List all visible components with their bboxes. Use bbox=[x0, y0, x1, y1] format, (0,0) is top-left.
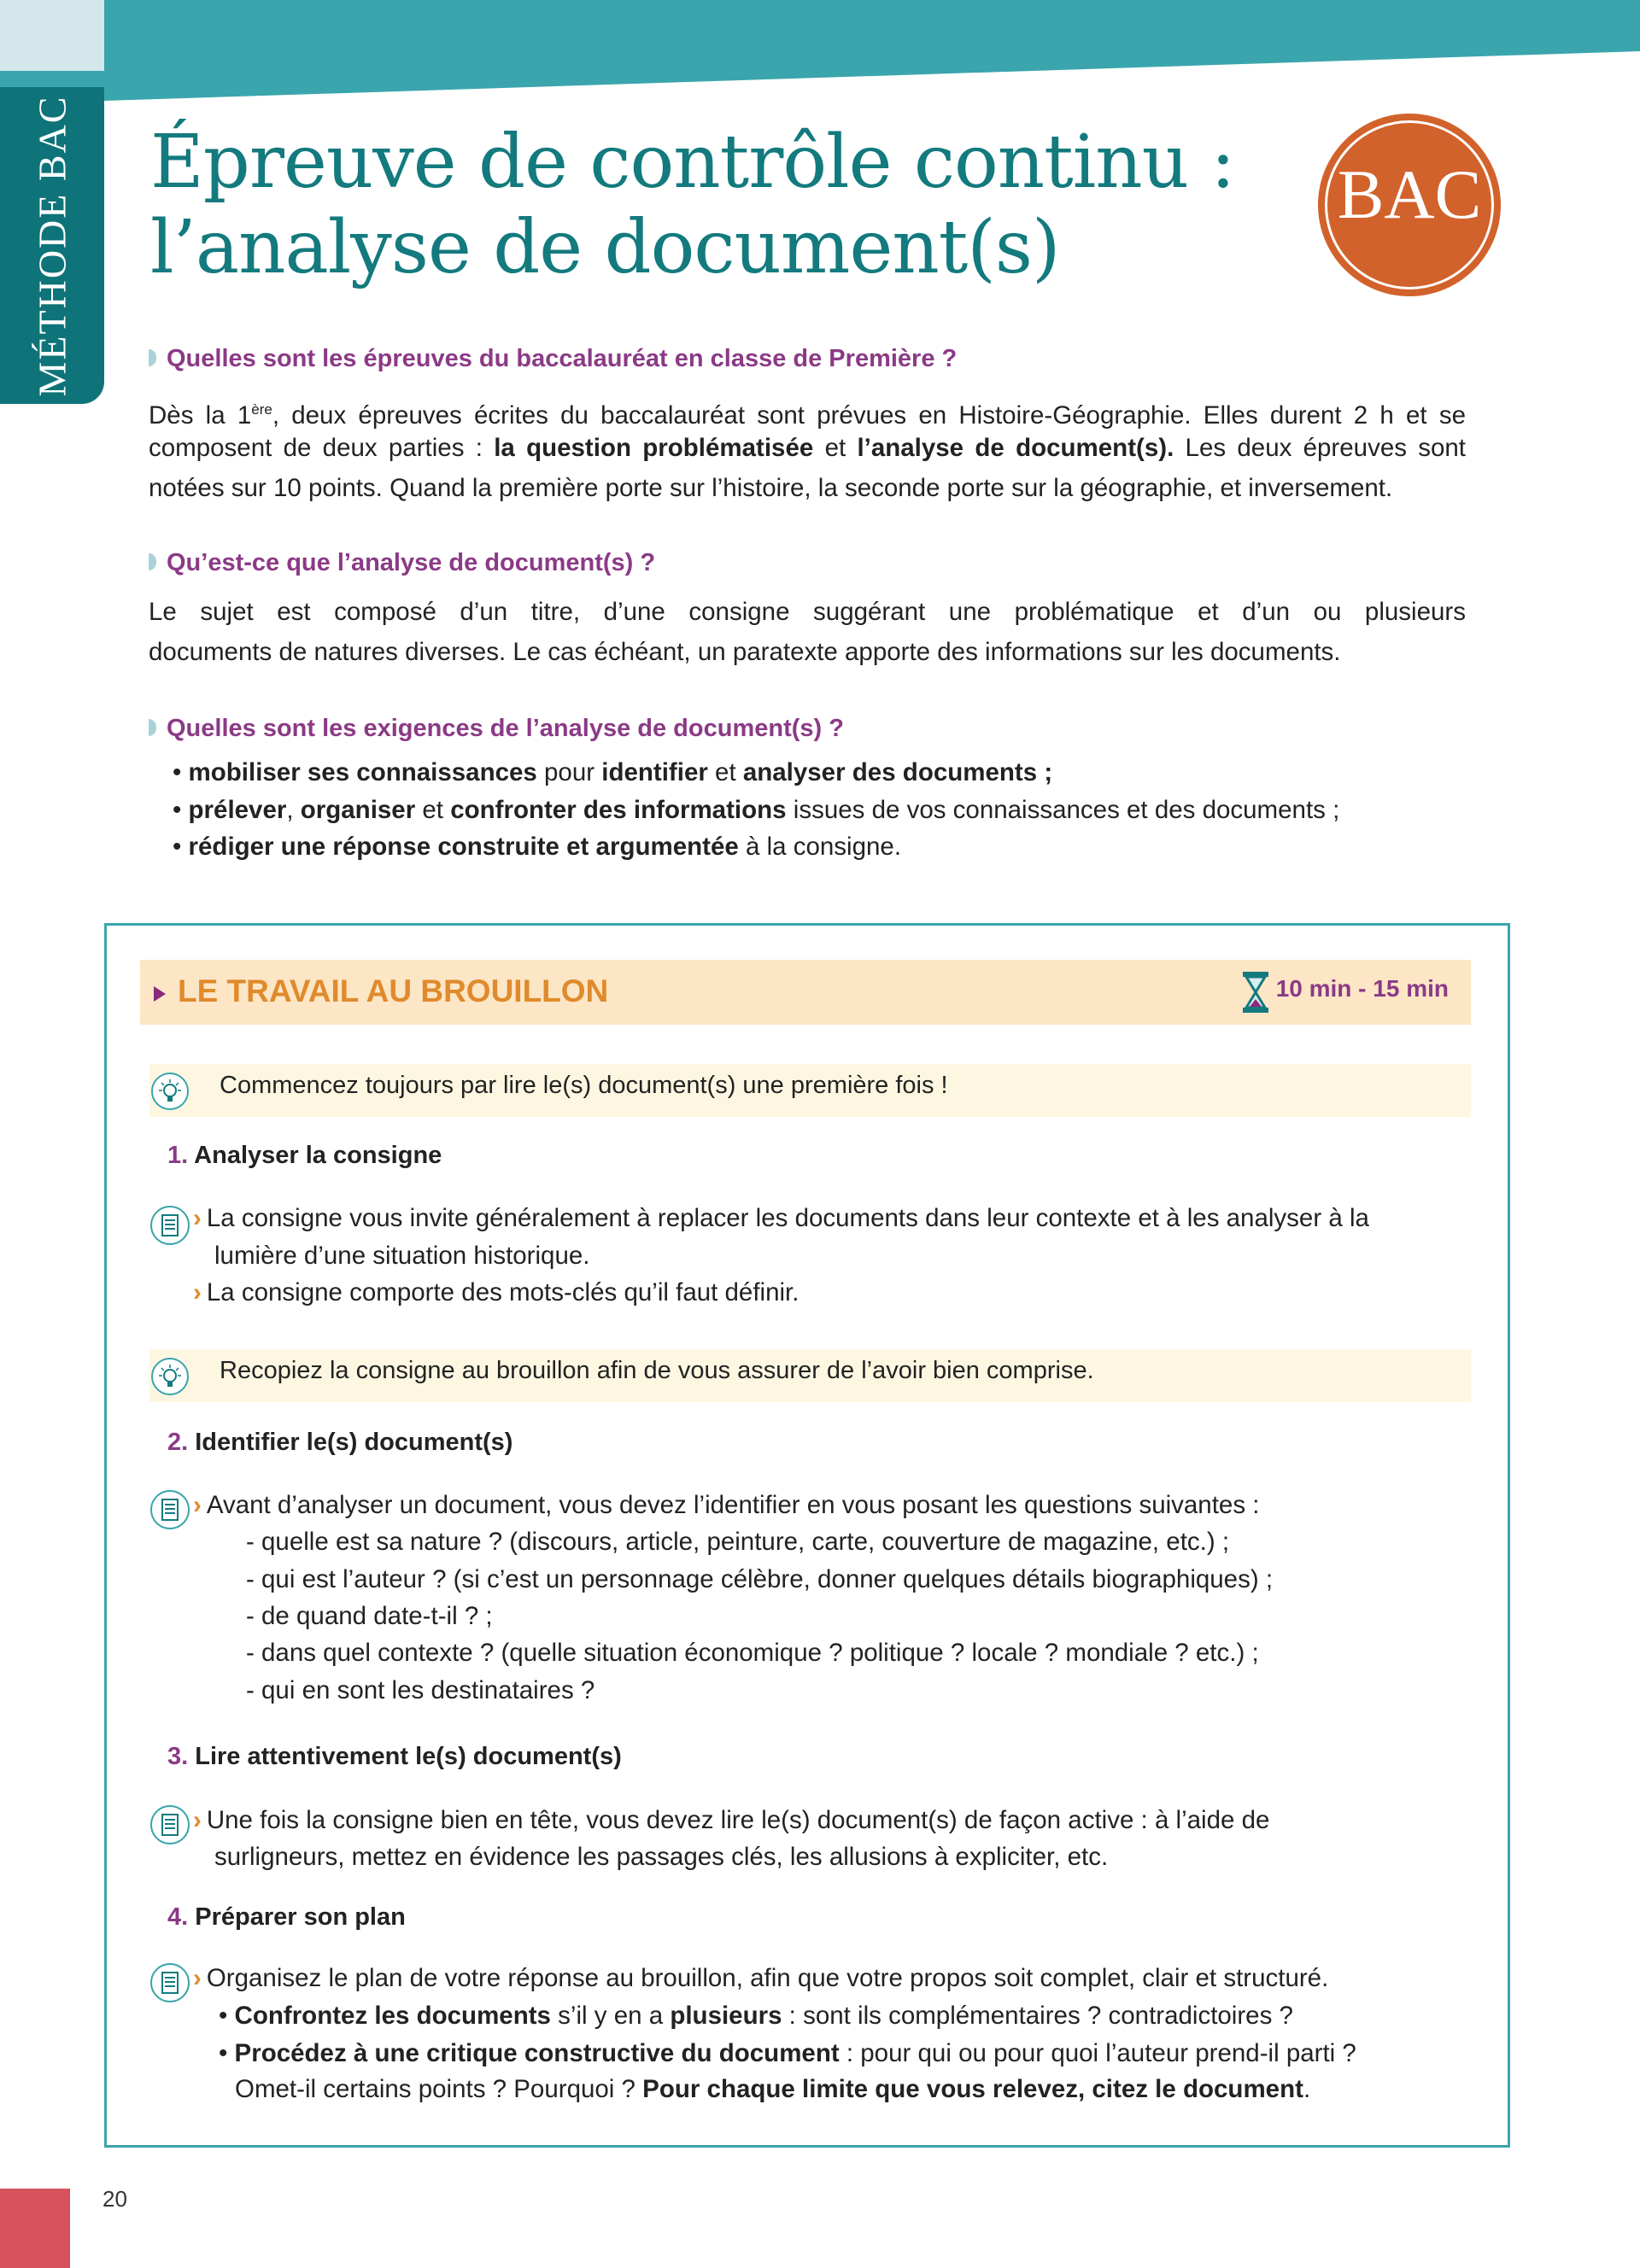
chevron-right-icon: › bbox=[193, 1806, 202, 1834]
step-line bbox=[246, 1523, 1229, 1561]
text-segment: . bbox=[1303, 2075, 1311, 2103]
step-number: 4. bbox=[167, 1903, 189, 1931]
step-line bbox=[193, 1802, 1269, 1839]
step-line bbox=[193, 1487, 1259, 1524]
text-segment: Procédez à une critique constructive du document bbox=[234, 2039, 840, 2067]
step-heading bbox=[167, 1903, 406, 1932]
question-text: Quelles sont les exigences de l’analyse de document(s) ? bbox=[167, 715, 844, 742]
text-segment: : sont ils complémentaires ? contradictoires ? bbox=[782, 2002, 1293, 2030]
header-band bbox=[0, 0, 1640, 104]
chevron-right-icon: › bbox=[193, 1964, 202, 1992]
text-segment: Le sujet est composé d’un titre, d’une consigne suggérant une problématique et d’un ou plusieurs bbox=[149, 598, 1466, 626]
text-segment: la question problématisée bbox=[494, 434, 814, 462]
step-number: 3. bbox=[167, 1743, 189, 1770]
text-segment: - dans quel contexte ? (quelle situation économique ? politique ? locale ? mondiale ? etc.) ; bbox=[246, 1639, 1259, 1667]
text-segment: Pour chaque limite que vous relevez, citez le document bbox=[642, 2075, 1303, 2103]
paragraph-line bbox=[149, 391, 1466, 435]
step-line bbox=[193, 1960, 1328, 1997]
text-segment: pour bbox=[536, 758, 602, 786]
text-segment: organiser bbox=[300, 796, 416, 824]
step-title: Lire attentivement le(s) document(s) bbox=[195, 1743, 622, 1770]
text-segment: Avant d’analyser un document, vous devez l’identifier en vous posant les questions suivantes : bbox=[206, 1491, 1260, 1519]
text-segment: Les deux épreuves sont bbox=[1174, 434, 1467, 462]
document-icon bbox=[149, 1961, 191, 2004]
text-segment: confronter des informations bbox=[450, 796, 787, 824]
text-segment: ère bbox=[251, 401, 272, 418]
text-segment: : pour qui ou pour quoi l’auteur prend-il parti ? bbox=[839, 2039, 1356, 2067]
corner-marker bbox=[0, 2189, 70, 2268]
text-segment: Dès la 1 bbox=[149, 400, 252, 430]
text-segment: La consigne comporte des mots-clés qu’il faut définir. bbox=[206, 1278, 800, 1306]
box-header-title: LE TRAVAIL AU BROUILLON bbox=[178, 973, 609, 1008]
page-title-line2: l’analyse de document(s) bbox=[150, 205, 1060, 290]
bullet-marker-icon bbox=[149, 349, 156, 366]
bac-badge-label: BAC bbox=[1337, 155, 1482, 233]
step-number: 2. bbox=[167, 1429, 189, 1456]
arrow-marker-icon bbox=[154, 986, 166, 1002]
corner-block bbox=[0, 0, 104, 71]
document-icon bbox=[149, 1488, 191, 1531]
sidebar-tab-label: MÉTHODE BAC bbox=[30, 95, 74, 397]
lightbulb-icon bbox=[149, 1071, 190, 1112]
tip-callout bbox=[149, 1349, 1471, 1402]
text-segment: et bbox=[415, 796, 451, 824]
text-segment: • bbox=[219, 2002, 235, 2030]
text-segment: s’il y en a bbox=[550, 2002, 671, 2030]
step-line bbox=[214, 1838, 1108, 1876]
text-segment: , bbox=[286, 796, 301, 824]
text-segment: notées sur 10 points. Quand la première porte sur l’histoire, la seconde porte sur la géographie, et inversement. bbox=[149, 474, 1393, 502]
duration-label: 10 min - 15 min bbox=[1275, 975, 1449, 1002]
text-segment: surligneurs, mettez en évidence les passages clés, les allusions à expliciter, etc. bbox=[214, 1843, 1109, 1871]
text-segment: • bbox=[219, 2039, 235, 2067]
tip-text: Commencez toujours par lire le(s) document(s) une première fois ! bbox=[220, 1072, 948, 1099]
text-segment: La consigne vous invite généralement à replacer les documents dans leur contexte et à les analyser à la bbox=[206, 1204, 1369, 1232]
text-segment: - de quand date-t-il ? ; bbox=[246, 1602, 493, 1630]
text-segment: composent de deux parties : bbox=[149, 434, 495, 462]
step-line bbox=[246, 1634, 1259, 1672]
section-question bbox=[149, 549, 655, 577]
text-segment: identifier bbox=[601, 758, 708, 786]
tip-text: Recopiez la consigne au brouillon afin de vous assurer de l’avoir bien comprise. bbox=[220, 1357, 1094, 1384]
text-segment: documents de natures diverses. Le cas échéant, un paratexte apporte des informations sur les documents. bbox=[149, 638, 1341, 666]
step-line bbox=[214, 1237, 589, 1275]
text-segment: et bbox=[707, 758, 743, 786]
text-segment: et bbox=[813, 434, 858, 462]
page-title-line1: Épreuve de contrôle continu : bbox=[150, 120, 1235, 205]
step-line bbox=[246, 1598, 493, 1635]
step-line bbox=[219, 2035, 1356, 2072]
step-line bbox=[193, 1200, 1369, 1237]
text-segment: • bbox=[173, 758, 189, 786]
text-segment: mobiliser ses connaissances bbox=[188, 758, 537, 786]
step-heading bbox=[167, 1429, 512, 1457]
step-number: 1. bbox=[167, 1142, 189, 1169]
paragraph-line bbox=[149, 470, 1392, 507]
lightbulb-icon bbox=[149, 1356, 190, 1397]
document-icon bbox=[149, 1204, 191, 1247]
text-segment: Organisez le plan de votre réponse au brouillon, afin que votre propos soit complet, clair et structuré. bbox=[206, 1964, 1329, 1992]
step-title: Identifier le(s) document(s) bbox=[195, 1429, 513, 1456]
text-segment: lumière d’une situation historique. bbox=[214, 1242, 590, 1270]
text-segment: , deux épreuves écrites du baccalauréat sont prévues en Histoire-Géographie. Elles durent 2 h et se bbox=[272, 400, 1466, 430]
step-line bbox=[235, 2071, 1310, 2108]
question-text: Quelles sont les épreuves du baccalauréat en classe de Première ? bbox=[167, 345, 958, 372]
text-segment: Une fois la consigne bien en tête, vous devez lire le(s) document(s) de façon active : à l’aide de bbox=[206, 1806, 1270, 1834]
section-question bbox=[149, 345, 957, 373]
text-segment: • bbox=[173, 796, 189, 824]
question-text: Qu’est-ce que l’analyse de document(s) ? bbox=[167, 549, 656, 576]
step-line bbox=[193, 1274, 799, 1312]
step-heading bbox=[167, 1142, 442, 1170]
text-segment: plusieurs bbox=[670, 2002, 782, 2030]
paragraph-line bbox=[149, 593, 1466, 631]
bullet-line bbox=[173, 792, 1339, 829]
text-segment: rédiger une réponse construite et argumentée bbox=[188, 833, 739, 861]
text-segment: à la consigne. bbox=[738, 833, 902, 861]
text-segment: Confrontez les documents bbox=[234, 2002, 551, 2030]
text-segment: l’analyse de document(s). bbox=[857, 434, 1174, 462]
paragraph-line bbox=[149, 430, 1466, 467]
text-segment: issues de vos connaissances et des documents ; bbox=[786, 796, 1340, 824]
text-segment: • bbox=[173, 833, 189, 861]
bullet-line bbox=[173, 754, 1052, 792]
text-segment: - qui en sont les destinataires ? bbox=[246, 1676, 595, 1704]
step-title: Analyser la consigne bbox=[194, 1142, 442, 1169]
bac-badge bbox=[1318, 114, 1501, 296]
bullet-marker-icon bbox=[149, 719, 156, 736]
step-line bbox=[246, 1672, 594, 1710]
hourglass-icon bbox=[1241, 970, 1270, 1014]
text-segment: Omet-il certains points ? Pourquoi ? bbox=[235, 2075, 643, 2103]
page-number: 20 bbox=[102, 2186, 127, 2212]
chevron-right-icon: › bbox=[193, 1278, 202, 1306]
bullet-marker-icon bbox=[149, 553, 156, 570]
tip-callout bbox=[149, 1064, 1471, 1117]
text-segment: - quelle est sa nature ? (discours, article, peinture, carte, couverture de magazine, etc.) ; bbox=[246, 1528, 1230, 1556]
chevron-right-icon: › bbox=[193, 1491, 202, 1519]
sidebar-tab bbox=[0, 87, 104, 404]
document-icon bbox=[149, 1803, 191, 1846]
section-question bbox=[149, 715, 844, 743]
text-segment: analyser des documents ; bbox=[742, 758, 1053, 786]
step-line bbox=[219, 1997, 1293, 2035]
step-heading bbox=[167, 1743, 622, 1771]
paragraph-line bbox=[149, 634, 1341, 671]
text-segment: prélever bbox=[188, 796, 287, 824]
step-title: Préparer son plan bbox=[195, 1903, 406, 1931]
bullet-line bbox=[173, 828, 901, 866]
box-header bbox=[140, 960, 1471, 1025]
text-segment: - qui est l’auteur ? (si c’est un personnage célèbre, donner quelques détails biographiques) ; bbox=[246, 1565, 1274, 1593]
chevron-right-icon: › bbox=[193, 1204, 202, 1232]
step-line bbox=[246, 1561, 1273, 1599]
